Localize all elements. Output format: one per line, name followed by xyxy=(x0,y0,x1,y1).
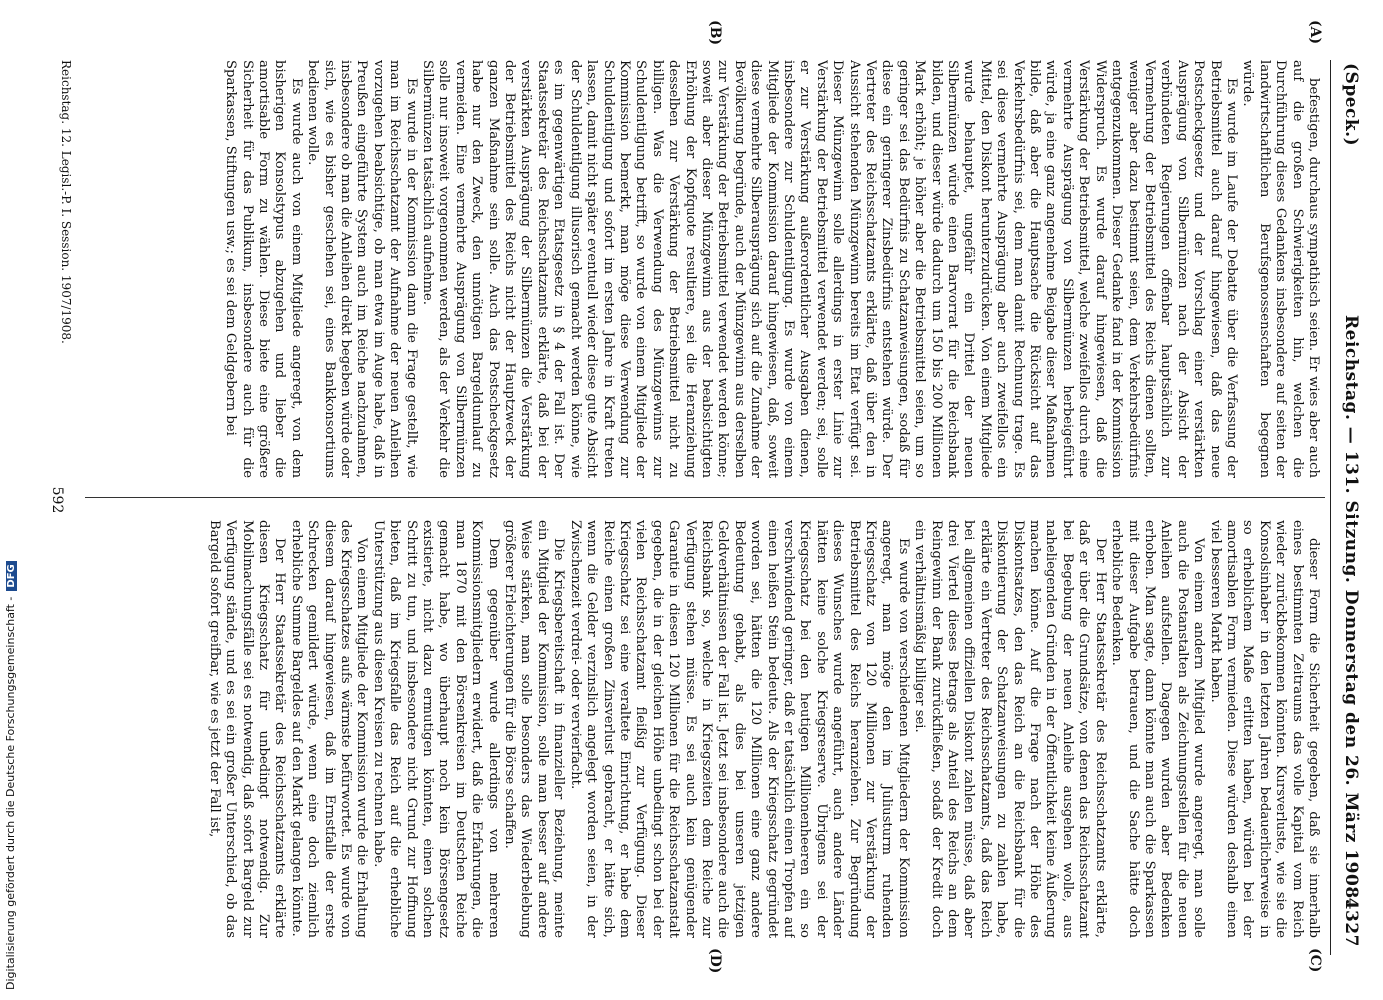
column-divider xyxy=(85,497,1325,498)
paragraph: Es wurde von verschiedenen Mitgliedern der Kommission angeregt, man möge den im Juliusturm ruhenden Kriegsschatz von 120 Millionen zur Verstärkung der Betriebsmittel des Reichs heranziehen. Zur Begründung dieses Wunsches wurde angeführt, auch andere Länder hätten keine solche Kriegsreserve. Übrigens sei der Kriegsschatz bei den heutigen Millionenheeren ein so verschwindend geringer, daß er tatsächlich einen Tropfen auf einen heißen Stein bedeute. Als der Kriegsschatz gegründet worden sei, hätten die 120 Millionen eine ganz andere Bedeutung gehabt, als dies bei unseren jetzigen Geldverhältnissen der Fall ist. Jetzt sei insbesondere auch die Reichsbank so, welche in Kriegszeiten dem Reiche zur Verfügung stehen müsse. Es sei auch kein genügender Garantie in diesen 120 Millionen für die Reichsschatzanstalt gegeben, die in der gleichen Höhe unbedingt schon bei der vielen Reichsschatzamt fleißig zur Verfügung. Dieser Kriegsschatz sei eine veraltete Einrichtung, er habe dem Reiche einen großen Zinsverlust gebracht, er hätte sich, wenn die Gelder verzinslich angelegt worden seien, in der Zwischenzeit verdrei- oder vervierfacht. xyxy=(567,520,911,938)
dfg-logo: DFG xyxy=(6,561,17,590)
header-rule xyxy=(1330,60,1331,955)
paragraph: befestigen, durchaus sympathisch seien. Er wies aber auch auf die großen Schwierigkeiten hin, welchen die Durchführung dieses Gedankens insbesondere auf seiten der landwirtschaftlichen Berufsgenossenschaften begegnen würde. xyxy=(1240,60,1321,478)
paragraph: Die Kriegsbereitschaft in finanzieller Beziehung, meinte ein Mitglied der Kommission, solle man besser auf andere Weise stärken, man solle besonders das Wiederbelebung größerer Erleichterungen für die Börse schaffen. xyxy=(502,520,567,938)
paragraph: Dem gegenüber wurde allerdings von mehreren Kommissionsmitgliedern erwidert, daß die Erfahrungen, die man 1870 mit den Börsenkreisen im Deutschen Reiche gemacht habe, wo überhaupt noch kein Börsengesetz existierte, nicht dazu ermutigen könnten, einen solchen Schritt zu tun, und insbesondere nicht Grund zur Hoffnung bieten, daß im Kriegsfalle das Reich auf die erhebliche Unterstützung aus diesen Kreisen zu rechnen habe. xyxy=(370,520,501,938)
page-header xyxy=(1335,55,1361,955)
sheet-number: 592 xyxy=(49,486,65,514)
paragraph: Es wurde auch von einem Mitgliede angeregt, von dem bisherigen Konsolstypus abzugehen und lieber die amortisable Form zu wählen. Diese biete eine größere Sicherheit für das Publikum, insbesondere auch für die Sparkassen, Stiftungen usw.; es sei dem Geldgebern bei xyxy=(223,60,304,478)
page-title: Reichstag. — 131. Sitzung. Donnerstag den 26. März 1908. xyxy=(1341,315,1361,906)
paragraph: Es wurde im Laufe der Debatte über die Verfassung der Betriebsmittel auch darauf hingewiesen, daß das neue Postscheckgesetz und der Vorschlag einer verstärkten Ausprägung von Silbermünzen nach der Absicht der verbündeten Regierungen offenbar hauptsächlich zur Vermehrung der Betriebsmittel des Reichs dienen sollten, weniger aber dazu bestimmt seien, dem Verkehrsbedürfnis entgegenzukommen. Dieser Gedanke fand in der Kommission Widerspruch. Es wurde darauf hingewiesen, daß die Verstärkung der Betriebsmittel, welche zweifellos durch eine vermehrte Ausprägung von Silbermünzen herbeigeführt würde, ja eine ganz angenehme Beigabe dieser Maßnahmen bilde, daß aber die Hauptsache die Rücksicht auf das Verkehrsbedürfnis sei, dem man damit Rechnung trage. Es sei diese vermehrte Ausprägung aber auch zweifellos ein Mittel, den Diskont herunterzudrücken. Von einem Mitgliede wurde behauptet, ungefähr ein Drittel der neuen Silbermünzen würde einen Barvorrat für die Reichsbank bilden, und dieser würde dadurch um 150 bis 200 Millionen Mark erhöht; je höher aber die Betriebsmittel seien, um so geringer sei das Bedürfnis zu Schatzanweisungen, sodaß für diese ein geringerer Zinsbedürfnis entstehen würde. Der Vertreter des Reichsschatzamts erklärte, daß über den in Aussicht stehenden Münzgewinn bereits im Etat verfügt sei. Dieser Münzgewinn solle allerdings in erster Linie zur Verstärkung der Betriebsmittel verwendet werden; sei, solle er zur Verstärkung außerordentlicher Ausgaben dienen, insbesondere zur Schuldentilgung. Es wurde von einem Mitgliede der Kommission darauf hingewiesen, daß, soweit diese vermehrte Silberausprägung sich auf die Zunahme der Bevölkerung begründe, auch der Münzgewinn aus derselben zur Verstärkung der Betriebsmittel verwendet werden könne; soweit aber dieser Münzgewinn aus der beabsichtigten Erhöhung der Kopfquote resultiere, sei die Heranziehung desselben zur Verstärkung der Betriebsmittel nicht zu billigen. Was die Verwendung des Münzgewinns zur Schuldentilgung betrifft, so wurde von einem Mitgliede der Kommission bemerkt, man möge diese Verwendung zur Schuldentilgung und sofort im ersten Jahre in Kraft treten lassen, damit nicht später eventuell wieder diese gute Absicht der Schuldentilgung illusorisch gemacht werden könne, wie es im gegenwärtigen Etatsgesetz in § 4 der Fall ist. Der Staatssekretär des Reichsschatzamts erklärte, daß bei der verstärkten Ausprägung der Silbermünzen die Verstärkung der Betriebsmittel des Reichs nicht der Hauptzweck der ganzen Maßnahme sein solle. Auch das Postscheckgesetz habe nur den Zweck, den unnötigen Bargeldumlauf zu vermeiden. Eine vermehrte Ausprägung von Silbermünzen solle nur insoweit vorgenommen werden, als der Verkehr die Silbermünzen tatsächlich aufnehme. xyxy=(420,60,1239,478)
speaker-label: (Speck.) xyxy=(1341,63,1361,147)
digitization-note xyxy=(4,561,17,990)
footer-source: Reichstag. 12. Legisl.-P. I. Session. 1907/1908. xyxy=(59,60,73,344)
margin-marker-c: (C) xyxy=(1307,948,1323,973)
paragraph: Von einem andern Mitglied wurde angeregt, man solle auch die Postanstalten als Zeichnungsstellen für die neuen Anleihen aufstellen. Dagegen wurden aber Bedenken erhoben. Man sagte, dann könnte man auch die Sparkassen mit dieser Aufgabe betrauen, und die Sache hätte doch erhebliche Bedenken. xyxy=(1109,520,1207,938)
paragraph: Von einem Mitgliede der Kommission wurde die Erhaltung des Kriegsschatzes aufs wärmste befürwortet. Es wurde von diesem darauf hingewiesen, daß im Ernstfalle der erste Schrecken gemildert würde, wenn eine doch ziemlich erhebliche Summe Bargeldes auf den Markt gelangen könnte. xyxy=(288,520,370,938)
page-number: 4327 xyxy=(1341,897,1361,947)
paragraph: Es wurde in der Kommission dann die Frage gestellt, wie man im Reichsschatzamt der Aufnahme der neuen Anleihen vorzugehen beabsichtige, ob man etwa im Auge habe, daß in Preußen eingeführte System auch im Reiche nachzuahmen, insbesondere ob man die Anleihen direkt begeben würde oder sich, wie es bisher geschehen sei, eines Bankkonsortiums bedienen wolle. xyxy=(305,60,419,478)
digitization-text: Digitalisierung gefördert durch die Deutsche Forschungsgemeinschaft - xyxy=(4,596,17,990)
margin-marker-b: (B) xyxy=(707,20,723,46)
paragraph: Der Herr Staatssekretär des Reichsschatzamts erklärte diesen Kriegsschatz für unbedingt notwendig. Zur Mobilmachungsfälle sei es notwendig, daß sofort Bargeld zur Verfügung stände, und es sei ein großer Unterschied, ob das Bargeld sofort greifbar, wie es jetzt der Fall ist, xyxy=(206,520,288,938)
left-column xyxy=(86,60,1321,478)
right-column xyxy=(86,520,1321,938)
paragraph: dieser Form die Sicherheit gegeben, daß sie innerhalb eines bestimmten Zeitraums das volle Kapital vom Reich wieder zurückbekommen könnten. Kursverluste, wie sie die Konsolsinhaber in den letzten Jahren bedauerlicherweise in so erheblichem Maße erlitten haben, würden bei der amortisablen Form vermieden. Diese würden deshalb einen viel besseren Markt haben. xyxy=(1207,520,1321,938)
margin-marker-a: (A) xyxy=(1307,20,1323,45)
margin-marker-d: (D) xyxy=(707,948,723,974)
paragraph: Der Herr Staatssekretär des Reichsschatzamts erklärte, daß er über die Grundsätze, von denen das Reichsschatzamt bei Begebung der neuen Anleihe ausgehen wolle, aus naheliegenden Gründen in der Öffentlichkeit keine Äußerung machen könne. Auf die Frage nach der Höhe des Diskontsatzes, den das Reich an die Reichsbank für die Diskontierung der Schatzanweisungen zu zahlen habe, erklärte ein Vertreter des Reichsschatzamts, daß das Reich bei allgemeinen offiziellen Diskont zahlen müsse, daß aber drei Viertel dieses Betrags als Anteil des Reichs an dem Reingewinn der Bank zurückfließen, sodaß der Kredit doch ein verhältnismäßig billiger sei. xyxy=(912,520,1108,938)
